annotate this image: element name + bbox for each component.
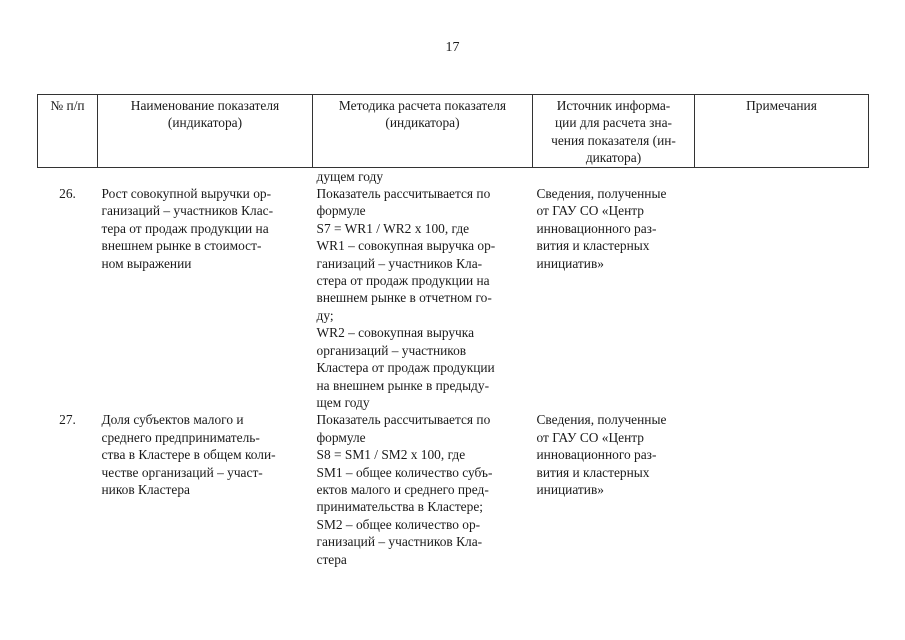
row-number: 27. bbox=[59, 412, 76, 428]
page-number: 17 bbox=[445, 40, 460, 55]
header-information-source: Источник информа- ции для расчета зна- чения показателя (ин- дикатора) bbox=[533, 95, 695, 168]
table-row-continuation bbox=[38, 167, 869, 185]
row-number: 26. bbox=[59, 186, 76, 202]
method-continuation-text: дущем году bbox=[316, 168, 384, 184]
header-number: № п/п bbox=[38, 95, 98, 168]
notes-cell bbox=[695, 411, 869, 568]
header-notes: Примечания bbox=[695, 95, 869, 168]
indicator-name: Рост совокупной выручки ор- ганизаций – участников Клас- тера от продаж продукции на внешнем рынке в стоимост- ном выражении bbox=[101, 186, 274, 271]
indicator-name: Доля субъектов малого и среднего предприниматель- ства в Кластере в общем коли- честве организаций – участ- ников Кластера bbox=[101, 412, 276, 497]
table-header-row bbox=[38, 95, 869, 168]
notes-cell bbox=[695, 185, 869, 411]
information-source: Сведения, полученные от ГАУ СО «Центр инновационного раз- вития и кластерных инициатив» bbox=[536, 186, 667, 271]
table-row bbox=[38, 411, 869, 568]
table-row bbox=[38, 185, 869, 411]
information-source: Сведения, полученные от ГАУ СО «Центр инновационного раз- вития и кластерных инициатив» bbox=[536, 412, 667, 497]
calculation-method: Показатель рассчитывается по формуле S8 = SM1 / SM2 x 100, где SM1 – общее количество субъ- ектов малого и среднего пред- принимательства в Кластере; SM2 – общее количество ор- ганизаций – участников Кла- стера bbox=[316, 412, 493, 567]
indicators-table bbox=[37, 94, 869, 568]
calculation-method: Показатель рассчитывается по формуле S7 = WR1 / WR2 x 100, где WR1 – совокупная выручка ор- ганизаций – участников Кла- стера от продаж продукции на внешнем рынке в отчетном го- ду; WR2 – совокупная выручка организаций – участников Кластера от продаж продукции на внешнем рынке в предыду- щем году bbox=[316, 186, 496, 410]
header-calculation-method: Методика расчета показателя (индикатора) bbox=[313, 95, 533, 168]
header-indicator-name: Наименование показателя (индикатора) bbox=[98, 95, 313, 168]
